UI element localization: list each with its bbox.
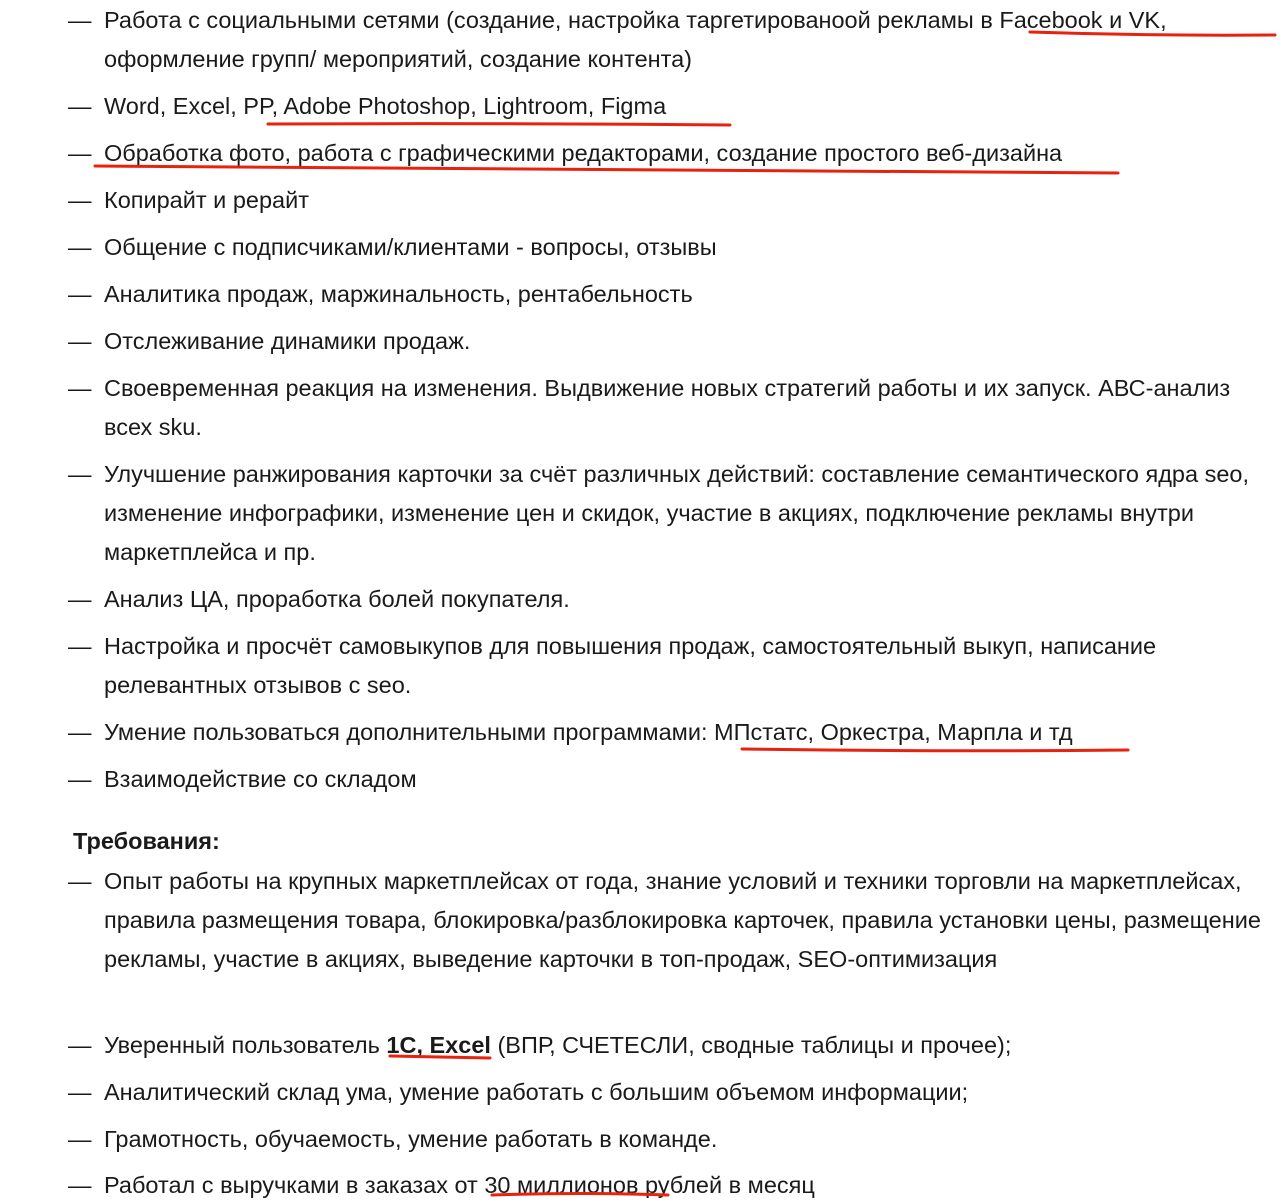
list-item	[68, 713, 1273, 752]
list-item	[68, 580, 1273, 619]
text-run: (ВПР, СЧЕТЕСЛИ, сводные таблицы и прочее);	[490, 1032, 1012, 1058]
list-dash: —	[68, 234, 92, 260]
list-item-text: Улучшение ранжирования карточки за счёт различных действий: составление семантического ядра seo, изменение инфографики, изменение цен и скидок, участие в акциях, подключение рекламы внутри маркетплейса и пр.	[104, 461, 1249, 565]
list-item-text: Общение с подписчиками/клиентами - вопросы, отзывы	[104, 234, 717, 260]
list-dash: —	[68, 187, 92, 213]
list-dash: —	[68, 868, 92, 894]
list-item	[68, 228, 1273, 267]
list-item	[68, 1120, 1273, 1159]
list-item-text: Word, Excel, PP, Adobe Photoshop, Lightroom, Figma	[104, 93, 667, 119]
list-dash: —	[68, 375, 92, 401]
list-item	[68, 455, 1273, 572]
list-item	[68, 1073, 1273, 1112]
list-item-text: Копирайт и рерайт	[104, 187, 309, 213]
list-item-text: Своевременная реакция на изменения. Выдвижение новых стратегий работы и их запуск. АВС-анализ всех sku.	[104, 375, 1231, 440]
list-dash: —	[68, 1172, 92, 1198]
list-dash: —	[68, 1032, 92, 1058]
list-item-text: Аналитика продаж, маржинальность, рентабельность	[104, 281, 693, 307]
list-dash: —	[68, 586, 92, 612]
list-dash: —	[68, 7, 92, 33]
list-item	[68, 862, 1273, 979]
list-item-text: Работал с выручками в заказах от 30 миллионов рублей в месяц	[104, 1172, 815, 1198]
list-item	[68, 87, 1273, 126]
list-dash: —	[68, 281, 92, 307]
list-item-text: Обработка фото, работа с графическими редакторами, создание простого веб-дизайна	[104, 140, 1063, 166]
list-dash: —	[68, 633, 92, 659]
list-item	[68, 1166, 1273, 1202]
list-item-text: Грамотность, обучаемость, умение работать в команде.	[104, 1126, 718, 1152]
list-item	[68, 275, 1273, 314]
list-dash: —	[68, 140, 92, 166]
list-item-text: Взаимодействие со складом	[104, 766, 417, 792]
list-item	[68, 369, 1273, 447]
list-item-text: Анализ ЦА, проработка болей покупателя.	[104, 586, 570, 612]
list-dash: —	[68, 719, 92, 745]
list-dash: —	[68, 1126, 92, 1152]
list-item-text: Умение пользоваться дополнительными программами: МПстатс, Оркестра, Марпла и тд	[104, 719, 1073, 745]
list-dash: —	[68, 93, 92, 119]
list-dash: —	[68, 328, 92, 354]
list-item	[68, 1026, 1273, 1065]
list-dash: —	[68, 766, 92, 792]
list-item-text: Работа с социальными сетями (создание, настройка таргетированоой рекламы в Facebook и VK, оформление групп/ мероприятий, создание контента)	[104, 7, 1167, 72]
bold-text-run: 1С, Excel	[386, 1032, 491, 1058]
list-item-text: Аналитический склад ума, умение работать с большим объемом информации;	[104, 1079, 969, 1105]
list-item	[68, 181, 1273, 220]
list-dash: —	[68, 1079, 92, 1105]
list-dash: —	[68, 461, 92, 487]
list-item	[68, 760, 1273, 799]
list-item-text: Отслеживание динамики продаж.	[104, 328, 471, 354]
list-item	[68, 322, 1273, 361]
list-item-text: Настройка и просчёт самовыкупов для повышения продаж, самостоятельный выкуп, написание релевантных отзывов с seo.	[104, 633, 1157, 698]
list-item-text	[104, 1026, 1273, 1065]
section-heading: Требования:	[73, 828, 220, 854]
text-run: Уверенный пользователь	[104, 1032, 387, 1058]
list-item	[68, 1, 1273, 79]
list-item	[68, 134, 1273, 173]
list-item	[68, 627, 1273, 705]
list-item-text: Опыт работы на крупных маркетплейсах от года, знание условий и техники торговли на маркетплейсах, правила размещения товара, блокировка/разблокировка карточек, правила установки цены, размещение рекламы, участие в акциях, выведение карточки в топ-продаж, SEO-оптимизация	[104, 868, 1261, 972]
